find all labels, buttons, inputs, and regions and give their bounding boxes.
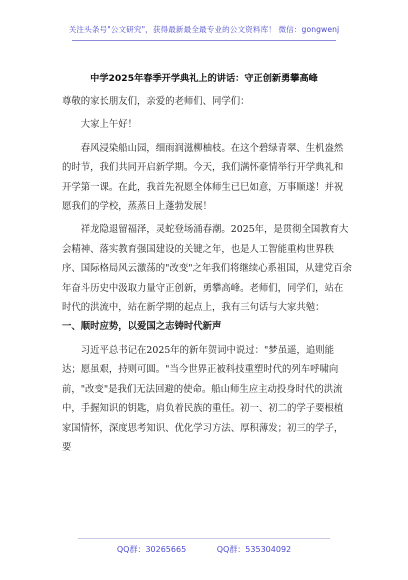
paragraph-2: 祥龙隐退留福泽，灵蛇登场涌春潮。2025年，是贯彻全国教育大会精神、落实教育强国建设的关键之年，也是人工智能重构世界秩序、国际格局风云激荡的"改变"之年我们将继续心系祖国，从建党百余年奋斗历史中汲取力量守正创新，勇攀高峰。老师们，同学们，站在时代的洪流中，站在新学期的起点上，我有三句话与大家共勉： (62, 224, 352, 314)
section-paragraph: 习近平总书记在2025年的新年贺词中说过："梦虽遥，追则能达；愿虽艰，持则可圆。"当今世界正被科技重塑时代的列车呼啸向前，"改变"是我们无法回避的使命。船山师生应主动投身时代的洪流中，手握知识的钥匙，肩负着民族的重任。初一、初二的学子要根植家国情怀，深度思考知识、优化学习方法、厚积薄发；初三的学子，要 (62, 344, 344, 453)
salutation: 尊敬的家长朋友们，亲爱的老师们、同学们： (62, 96, 250, 107)
footer-qq-group-2: QQ群：535304092 (216, 545, 292, 554)
header-promo-text: 关注头条号"公文研究"，获得最新最全最专业的公文资料库！ 微信：gongwenj (68, 25, 340, 34)
page-footer (0, 544, 408, 555)
footer-qq-group-1: QQ群：30265665 (116, 545, 187, 554)
page-header (0, 24, 408, 35)
greeting: 大家上午好！ (80, 119, 138, 131)
section-heading: 一、顺时应势，以爱国之志铸时代新声 (62, 321, 222, 333)
document-body (62, 92, 352, 457)
paragraph-1: 春风浸染船山园，细雨润滋柳柚枝。在这个碧绿青翠、生机盎然的时节，我们共同开启新学期。今天，我们满怀豪情举行开学典礼和开学第一课。在此，我首先祝愿全体师生已巳如意，万事顺遂！并祝愿我们的学校，蒸蒸日上蓬勃发展！ (62, 142, 344, 213)
document-title: 中学2025年春季开学典礼上的讲话：守正创新勇攀高峰 (90, 73, 318, 84)
header-divider (72, 40, 336, 41)
footer-divider (78, 538, 330, 539)
